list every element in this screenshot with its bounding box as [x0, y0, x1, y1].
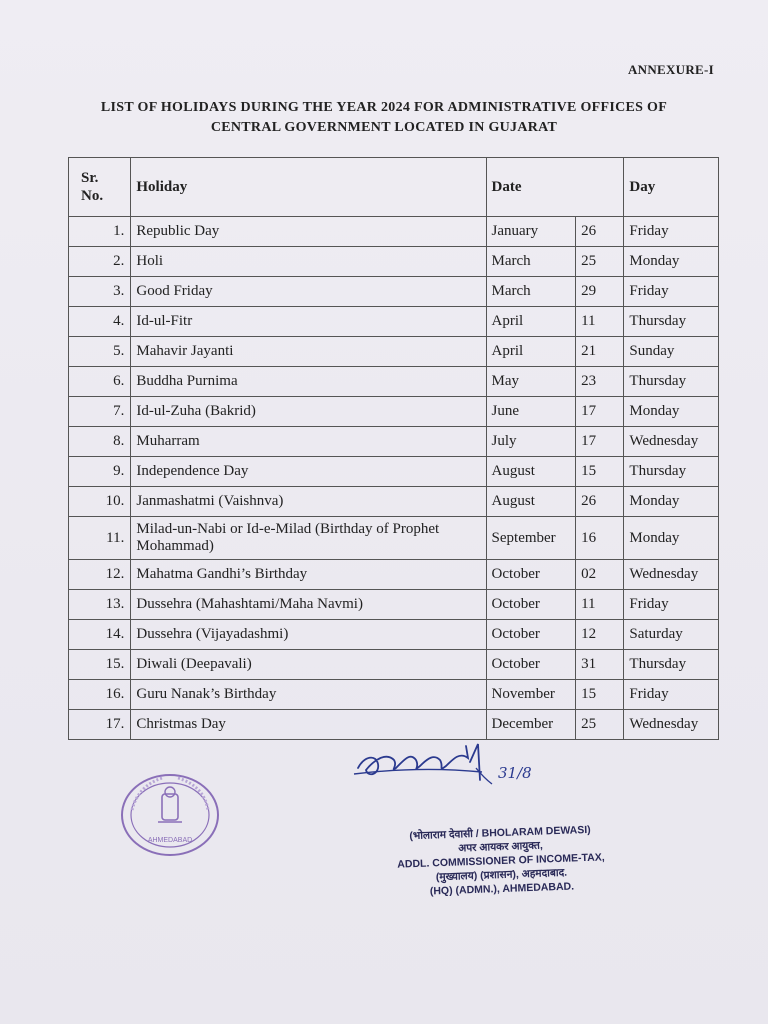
cell-date: 23 — [576, 367, 624, 397]
cell-sr-no: 12. — [69, 560, 131, 590]
cell-sr-no: 11. — [69, 517, 131, 560]
cell-month: January — [486, 217, 576, 247]
cell-sr-no: 16. — [69, 680, 131, 710]
cell-holiday: Muharram — [131, 427, 486, 457]
header-date: Date — [486, 158, 624, 217]
cell-date: 02 — [576, 560, 624, 590]
cell-weekday: Wednesday — [624, 710, 719, 740]
header-holiday: Holiday — [131, 158, 486, 217]
cell-holiday: Holi — [131, 247, 486, 277]
table-row — [69, 517, 719, 560]
cell-date: 11 — [576, 307, 624, 337]
cell-sr-no: 8. — [69, 427, 131, 457]
cell-date: 12 — [576, 620, 624, 650]
cell-weekday: Monday — [624, 487, 719, 517]
cell-weekday: Wednesday — [624, 560, 719, 590]
cell-holiday: Diwali (Deepavali) — [131, 650, 486, 680]
handwritten-signature — [350, 738, 560, 798]
cell-holiday: Guru Nanak’s Birthday — [131, 680, 486, 710]
cell-month: July — [486, 427, 576, 457]
cell-weekday: Thursday — [624, 457, 719, 487]
table-row — [69, 650, 719, 680]
cell-month: April — [486, 307, 576, 337]
cell-sr-no: 14. — [69, 620, 131, 650]
cell-month: October — [486, 650, 576, 680]
cell-weekday: Monday — [624, 517, 719, 560]
cell-holiday: Janmashatmi (Vaishnva) — [131, 487, 486, 517]
table-row — [69, 277, 719, 307]
cell-month: May — [486, 367, 576, 397]
table-header-row — [69, 158, 719, 217]
cell-date: 16 — [576, 517, 624, 560]
cell-sr-no: 10. — [69, 487, 131, 517]
stamp-line-5: (HQ) (ADMN.), AHMEDABAD. — [429, 880, 575, 898]
cell-holiday: Christmas Day — [131, 710, 486, 740]
table-row — [69, 487, 719, 517]
table-row — [69, 590, 719, 620]
cell-sr-no: 3. — [69, 277, 131, 307]
cell-sr-no: 17. — [69, 710, 131, 740]
cell-month: June — [486, 397, 576, 427]
stamp-line-2: अपर आयकर आयुक्त, — [457, 839, 544, 855]
cell-date: 29 — [576, 277, 624, 307]
cell-holiday: Buddha Purnima — [131, 367, 486, 397]
header-day: Day — [624, 158, 719, 217]
title-line-2: CENTRAL GOVERNMENT LOCATED IN GUJARAT — [210, 120, 558, 135]
cell-weekday: Thursday — [624, 650, 719, 680]
cell-month: August — [486, 457, 576, 487]
cell-holiday: Mahavir Jayanti — [131, 337, 486, 367]
table-row — [69, 680, 719, 710]
annexure-label: ANNEXURE-I — [627, 62, 714, 77]
cell-holiday: Dussehra (Vijayadashmi) — [131, 620, 486, 650]
cell-weekday: Friday — [624, 217, 719, 247]
cell-date: 21 — [576, 337, 624, 367]
cell-month: October — [486, 560, 576, 590]
table-row — [69, 710, 719, 740]
title-line-1: LIST OF HOLIDAYS DURING THE YEAR 2024 FOR ADMINISTRATIVE OFFICES OF — [100, 100, 668, 115]
cell-month: December — [486, 710, 576, 740]
header-sr-line-1: Sr. — [81, 170, 99, 186]
cell-month: March — [486, 247, 576, 277]
cell-month: August — [486, 487, 576, 517]
cell-weekday: Saturday — [624, 620, 719, 650]
cell-sr-no: 5. — [69, 337, 131, 367]
cell-month: November — [486, 680, 576, 710]
header-sr-line-2: No. — [81, 188, 104, 204]
cell-date: 31 — [576, 650, 624, 680]
cell-weekday: Monday — [624, 397, 719, 427]
cell-date: 15 — [576, 680, 624, 710]
cell-weekday: Friday — [624, 590, 719, 620]
cell-month: September — [486, 517, 576, 560]
cell-holiday: Dussehra (Mahashtami/Maha Navmi) — [131, 590, 486, 620]
table-row — [69, 217, 719, 247]
cell-holiday: Good Friday — [131, 277, 486, 307]
cell-sr-no: 9. — [69, 457, 131, 487]
cell-holiday: Mahatma Gandhi’s Birthday — [131, 560, 486, 590]
cell-sr-no: 13. — [69, 590, 131, 620]
stamp-line-1: (भोलाराम देवासी / BHOLARAM DEWASI) — [409, 823, 591, 843]
cell-date: 26 — [576, 487, 624, 517]
signature-date: 31/8 — [498, 764, 532, 782]
cell-weekday: Monday — [624, 247, 719, 277]
cell-date: 11 — [576, 590, 624, 620]
cell-date: 25 — [576, 710, 624, 740]
holiday-table — [68, 157, 719, 740]
table-row — [69, 247, 719, 277]
table-row — [69, 457, 719, 487]
table-row — [69, 620, 719, 650]
cell-weekday: Thursday — [624, 307, 719, 337]
cell-sr-no: 2. — [69, 247, 131, 277]
cell-month: October — [486, 590, 576, 620]
cell-sr-no: 15. — [69, 650, 131, 680]
cell-sr-no: 4. — [69, 307, 131, 337]
cell-sr-no: 1. — [69, 217, 131, 247]
seal-text: AHMEDABAD — [147, 837, 193, 844]
table-row — [69, 337, 719, 367]
official-seal — [118, 772, 222, 858]
cell-holiday: Id-ul-Zuha (Bakrid) — [131, 397, 486, 427]
officer-stamp — [375, 822, 627, 901]
cell-sr-no: 6. — [69, 367, 131, 397]
cell-month: April — [486, 337, 576, 367]
cell-date: 25 — [576, 247, 624, 277]
cell-date: 15 — [576, 457, 624, 487]
table-row — [69, 307, 719, 337]
cell-date: 17 — [576, 397, 624, 427]
cell-holiday: Republic Day — [131, 217, 486, 247]
table-row — [69, 560, 719, 590]
cell-month: October — [486, 620, 576, 650]
cell-sr-no: 7. — [69, 397, 131, 427]
cell-weekday: Wednesday — [624, 427, 719, 457]
header-sr-no — [69, 158, 131, 217]
cell-date: 26 — [576, 217, 624, 247]
cell-month: March — [486, 277, 576, 307]
cell-holiday: Milad-un-Nabi or Id-e-Milad (Birthday of Prophet Mohammad) — [131, 517, 486, 560]
stamp-line-4: (मुख्यालय) (प्रशासन), अहमदाबाद. — [435, 866, 568, 884]
table-row — [69, 427, 719, 457]
cell-date: 17 — [576, 427, 624, 457]
cell-holiday: Id-ul-Fitr — [131, 307, 486, 337]
table-row — [69, 367, 719, 397]
cell-weekday: Friday — [624, 680, 719, 710]
stamp-line-3: ADDL. COMMISSIONER OF INCOME-TAX, — [397, 851, 605, 871]
cell-holiday: Independence Day — [131, 457, 486, 487]
table-row — [69, 397, 719, 427]
cell-weekday: Sunday — [624, 337, 719, 367]
cell-weekday: Thursday — [624, 367, 719, 397]
document-title — [60, 98, 708, 138]
cell-weekday: Friday — [624, 277, 719, 307]
